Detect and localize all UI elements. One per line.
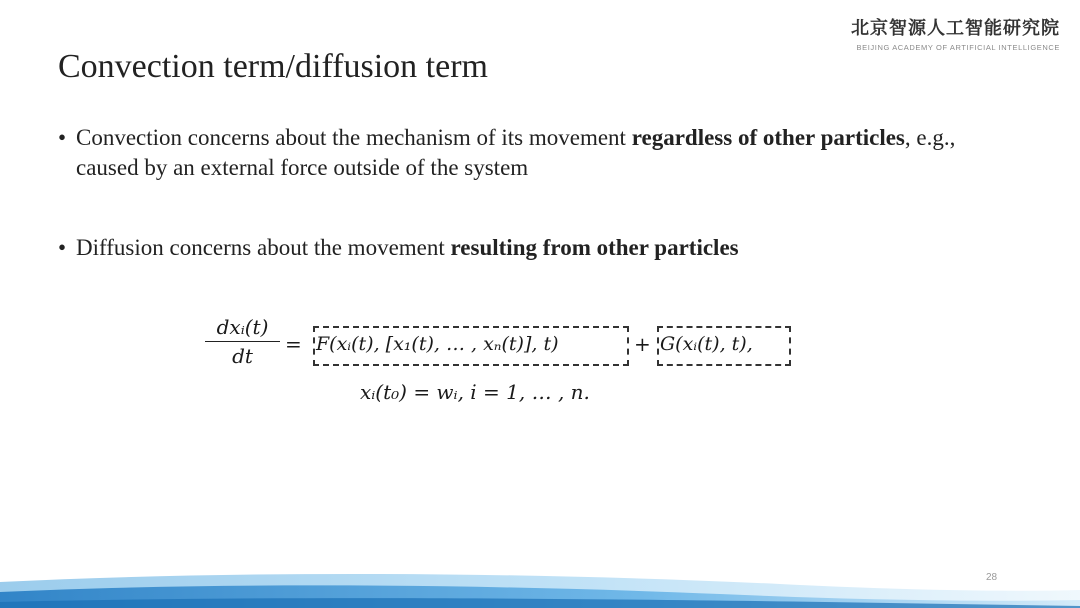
slide-title: Convection term/diffusion term bbox=[58, 48, 488, 85]
diffusion-term: G(xᵢ(t), t), bbox=[660, 333, 753, 355]
bullet-emphasis: resulting from other particles bbox=[450, 235, 739, 260]
institute-logo bbox=[851, 14, 1060, 52]
logo-english-name: BEIJING ACADEMY OF ARTIFICIAL INTELLIGENCE bbox=[856, 43, 1060, 52]
plus-sign: + bbox=[634, 332, 651, 356]
bullet-diffusion bbox=[58, 233, 958, 263]
fraction-bar bbox=[205, 341, 280, 342]
bullet-text bbox=[76, 233, 958, 263]
bullet-text-part: , e.g., caused by an external force outside of the system bbox=[76, 125, 956, 180]
logo-chinese-name: 北京智源人工智能研究院 bbox=[851, 18, 1060, 39]
fraction-numerator: dxᵢ(t) bbox=[216, 315, 269, 339]
bullet-emphasis: regardless of other particles bbox=[631, 125, 905, 150]
page-number: 28 bbox=[986, 572, 998, 583]
footer-wave-decoration bbox=[0, 562, 1080, 608]
bullet-text-part: Diffusion concerns about the movement bbox=[76, 235, 451, 260]
initial-condition: xᵢ(t₀) = wᵢ, i = 1, … , n. bbox=[360, 380, 590, 404]
derivative-fraction bbox=[205, 314, 280, 369]
bullet-dot: • bbox=[58, 125, 67, 150]
fraction-denominator: dt bbox=[232, 344, 253, 368]
bullet-text-part: Convection concerns about the mechanism of its movement bbox=[76, 125, 632, 150]
bullet-convection bbox=[58, 123, 958, 183]
bullet-dot: • bbox=[58, 235, 67, 260]
bullet-text bbox=[76, 123, 958, 183]
convection-term: F(xᵢ(t), [x₁(t), … , xₙ(t)], t) bbox=[316, 333, 559, 355]
equals-sign: = bbox=[285, 332, 302, 356]
